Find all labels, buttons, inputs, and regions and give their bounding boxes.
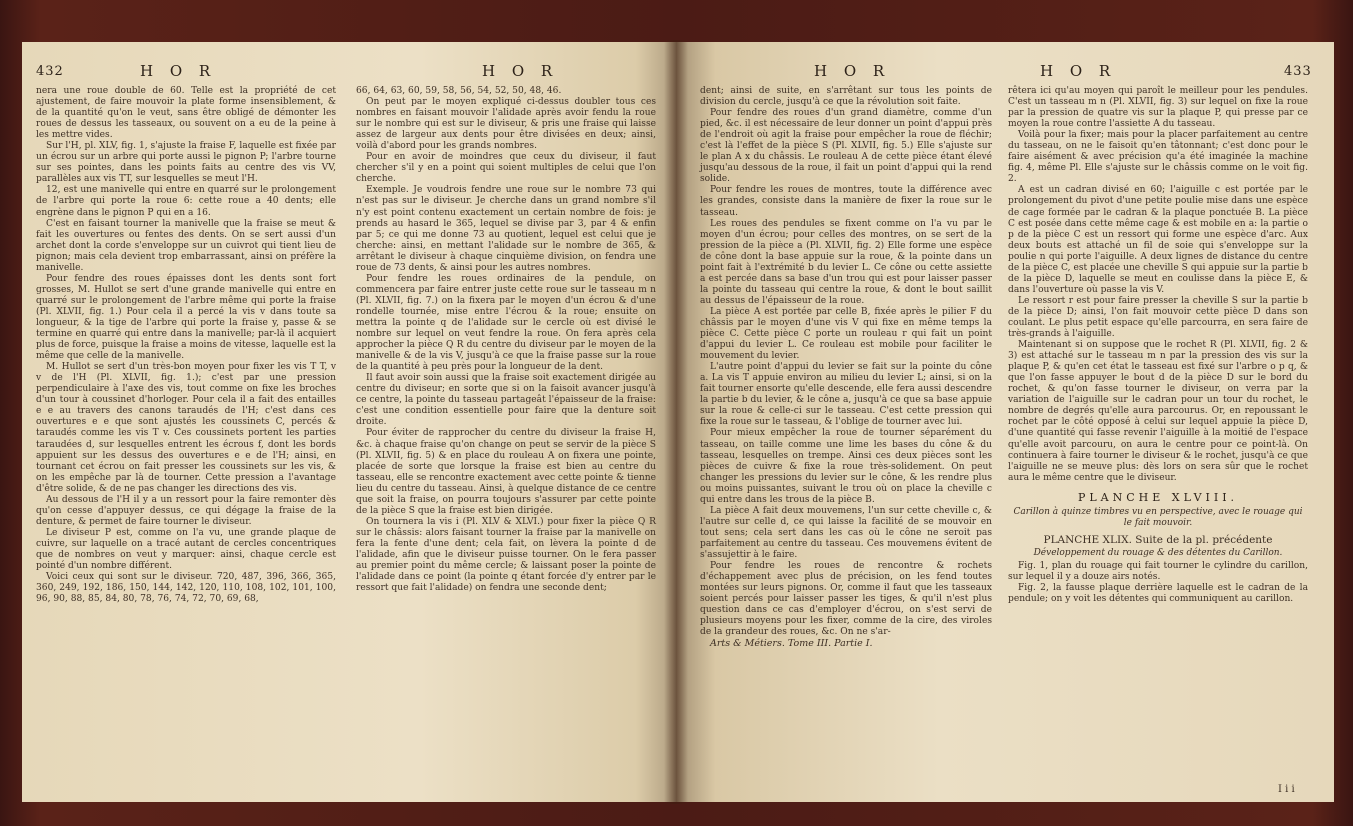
paragraph: Au dessous de l'H il y a un ressort pour la faire remonter dès qu'on cesse d'appuyer dessus, ce qui dégage la fraise de la denture, & permet de faire tourner le diviseur. (36, 494, 336, 527)
page-number: 433 (1284, 64, 1312, 79)
text-column-2 (1008, 86, 1308, 605)
running-header-left: H O R (814, 62, 891, 80)
paragraph: L'autre point d'appui du levier se fait sur la pointe du cône a. La vis T appuie environ au milieu du levier L; ainsi, si on la fait tourner ensorte qu'elle descende, elle fera aussi descendre la partie b du levier, & le cône a, jusqu'à ce que sa base appuie sur la roue & celle-ci sur le tasseau. C'est cette pression qui fixe la roue sur le tasseau, & l'oblige de tourner avec lui. (700, 362, 992, 428)
paragraph: C'est en faisant tourner la manivelle que la fraise se meut & fait les ouvertures ou fentes des dents. On se sert aussi d'un archet dont la corde s'enveloppe sur un cuivrot qui tient lieu de pignon; mais cela devient trop embarrassant, ainsi on préfère la manivelle. (36, 218, 336, 273)
paragraph: Maintenant si on suppose que le rochet R (Pl. XLVII, fig. 2 & 3) est attaché sur le tasseau m n par la pression des vis sur la plaque P, & qu'en cet état le tasseau est fixé sur l'arbre o p q, & que l'on fasse appuyer le bout d de la pièce D sur le bord du rochet, & qu'on fasse tourner le diviseur, on verra par la variation de l'aiguille sur le cadran pour un tour du rochet, le nombre de degrés qu'elle aura parcourus. Or, en repoussant le rochet par le côté opposé à celui sur lequel appuie la pièce D, d'une quantité qui fasse revenir l'aiguille à la moitié de l'espace qu'elle avoit parcouru, on aura le centre pour ce point-là. On continuera à faire tourner le diviseur & le rochet, jusqu'à ce que l'aiguille ne se meuve plus: dès lors on sera sûr que le rochet aura le même centre que le diviseur. (1008, 340, 1308, 483)
volume-footer: Arts & Métiers. Tome III. Partie I. (710, 638, 873, 650)
plate-heading: PLANCHE XLVIII. (1077, 490, 1239, 504)
text-column-2 (356, 86, 656, 594)
paragraph: Pour éviter de rapprocher du centre du diviseur la fraise H, &c. à chaque fraise qu'on change on peut se servir de la pièce S (Pl. XLVII, fig. 5) & en place du rouleau A on fixera une pointe, placée de sorte que lorsque la fraise est bien au centre du tasseau, elle se rencontre exactement avec cette pointe & tienne lieu du centre du tasseau. Ainsi, à quelque distance de ce centre que soit la fraise, on pourra toujours s'assurer par cette pointe de la pièce S que la fraise est bien dirigée. (356, 428, 657, 516)
paragraph: Les roues des pendules se fixent comme on l'a vu par le moyen d'un écrou; pour celles des montres, on se sert de la pression de la pièce a (Pl. XLVII, fig. 2) Elle forme une espèce de cône dont la base appuie sur la roue, & la pointe dans un point fait à l'extrémité b du levier L. Ce cône ou cette assiette a est percée dans sa base d'un trou qui est pour laisser passer la pointe du tasseau qui centre la roue, & dont le bout saillit au dessus de l'épaisseur de la roue. (700, 218, 992, 306)
paragraph: Il faut avoir soin aussi que la fraise soit exactement dirigée au centre du diviseur; en sorte que si on la faisoit avancer jusqu'à ce centre, la pointe du tasseau partageât l'épaisseur de la fraise: c'est une condition essentielle pour faire que la denture soit droite. (356, 373, 656, 428)
text-column-1 (36, 86, 336, 605)
paragraph: Fig. 1, plan du rouage qui fait tourner le cylindre du carillon, sur lequel il y a douze airs notés. (1008, 560, 1308, 582)
paragraph: Le diviseur P est, comme on l'a vu, une grande plaque de cuivre, sur laquelle on a tracé autant de cercles concentriques que de nombres on veut y marquer: ainsi, chaque cercle est pointé d'un nombre différent. (36, 527, 336, 572)
paragraph: Pour fendre des roues épaisses dont les dents sont fort grosses, M. Hullot se sert d'une grande manivelle qui entre en quarré sur le prolongement de l'arbre même qui porte la fraise (Pl. XLVII, fig. 1.) Pour cela il a percé la vis v dans toute sa longueur, & la tige de l'arbre qui porte la fraise y, passe & se termine en quarré qui entre dans la manivelle; par-là il acquiert plus de force, puisque la fraise a moins de vitesse, laquelle est la même que celle de la manivelle. (36, 273, 336, 362)
paragraph: Voici ceux qui sont sur le diviseur. 720, 487, 396, 366, 365, 360, 249, 192, 186, 150, 144, 142, 120, 110, 108, 102, 101, 100, 96, 90, 88, 85, 84, 80, 78, 76, 74, 72, 70, 69, 68, (36, 572, 336, 605)
paragraph: Pour fendre des roues d'un grand diamètre, comme d'un pied, &c. il est nécessaire de leur donner un point d'appui près de l'endroit où agit la fraise pour empêcher la roue de fléchir; c'est là l'effet de la pièce S (Pl. XLVII, fig. 5.) Elle s'ajuste sur le plan A x du châssis. Le rouleau A de cette pièce étant élevé jusqu'au dessous de la roue, il fait un point d'appui qui la rend solide. (700, 108, 992, 185)
paragraph: Voilà pour la fixer; mais pour la placer parfaitement au centre du tasseau, on ne le faisoit qu'en tâtonnant; c'est donc pour le faire aisément & avec précision qu'a été imaginée la machine fig. 4, même Pl. Elle s'ajuste sur le châssis comme on le voit fig. 2. (1008, 130, 1308, 185)
paragraph: A est un cadran divisé en 60; l'aiguille c est portée par le prolongement du pivot d'une petite poulie mise dans une espèce de cage formée par le cadran & la plaque ponctuée B. La pièce C est posée dans cette même cage & est mobile en a: la partie o p de la pièce C est un ressort qui forme une espèce d'arc. Aux deux bouts est attaché un fil de soie qui s'enveloppe sur la poulie n qui porte l'aiguille. A deux lignes de distance du centre de la pièce C, est placée une cheville S qui appuie sur la partie b de la pièce D, laquelle se meut en coulisse dans la pièce E, & dans l'ouverture où passe la vis V. (1008, 185, 1308, 295)
paragraph: On peut par le moyen expliqué ci-dessus doubler tous ces nombres en faisant mouvoir l'alidade après avoir fendu la roue sur le nombre qui est sur le diviseur, & pris une fraise qui laisse assez de largeur aux dents pour être divisées en deux; ainsi, voilà d'abord pour les grands nombres. (356, 97, 656, 152)
paragraph: Fig. 2, la fausse plaque derrière laquelle est le cadran de la pendule; on y voit les détentes qui communiquent au carillon. (1008, 583, 1308, 605)
paragraph: M. Hullot se sert d'un très-bon moyen pour fixer les vis T T, v v de l'H (Pl. XLVII, fig. 1.); c'est par une pression perpendiculaire à l'axe des vis, tout comme on fixe les broches d'un tour à coussinet d'horloger. Pour cela il a fait des entailles e e au travers des canons taraudés de l'H; c'est dans ces ouvertures e e que sont ajustés les coussinets C, percés & taraudés comme les vis T v. Ces coussinets portent les parties taraudées d, sur lesquelles entrent les écrous f, dont les bords appuient sur les dessus des ouvertures e e de l'H; ainsi, en tournant cet écrou on fait presser les coussinets sur les vis, & on les empêche par là de tourner. Cette pression a l'avantage d'être solide, & de ne pas changer les directions des vis. (36, 362, 336, 494)
running-header-left: H O R (140, 62, 217, 80)
book-gutter (664, 40, 688, 804)
paragraph: rêtera ici qu'au moyen qui paroît le meilleur pour les pendules. C'est un tasseau m n (Pl. XLVII, fig. 3) sur lequel on fixe la roue par la pression de quatre vis sur la plaque P, qui presse par ce moyen la roue contre l'assiette A du tasseau. (1008, 86, 1308, 130)
plate-caption: Carillon à quinze timbres vu en perspective, avec le rouage qui le fait mouvoir. (1013, 506, 1303, 528)
paragraph: 12, est une manivelle qui entre en quarré sur le prolongement de l'arbre qui porte la roue 6: cette roue a 40 dents; elle engrène dans le pignon P qui en a 16. (36, 185, 336, 218)
running-header-right: H O R (1040, 62, 1117, 80)
paragraph: Pour fendre les roues de montres, toute la différence avec les grandes, consiste dans la manière de fixer la roue sur le tasseau. (700, 185, 992, 218)
paragraph: On tournera la vis i (Pl. XLV & XLVI.) pour fixer la pièce Q R sur le châssis: alors faisant tourner la fraise par la manivelle on fera la fente d'une dent; cela fait, on lèvera la pointe d de l'alidade, afin que le diviseur puisse tourner. On le fera passer au premier point du même cercle; & laissant poser la pointe de l'alidade dans ce point (la pointe q étant forcée d'y entrer par le ressort que fait l'alidade) on fendra une seconde dent; (356, 516, 656, 594)
signature-mark: I i i (1278, 784, 1295, 795)
text-column-1 (700, 86, 992, 649)
paragraph: Pour fendre les roues ordinaires de la pendule, on commencera par faire entrer juste cette roue sur le tasseau m n (Pl. XLVII, fig. 7.) on la fixera par le moyen d'un écrou & d'une rondelle tournée, mise entre l'écrou & la roue; ensuite on mettra la pointe q de l'alidade sur le cercle où est divisé le nombre sur lequel on veut fendre la roue. On fera après cela approcher la pièce Q R du centre du diviseur par le moyen de la manivelle & de la vis V, jusqu'à ce que la fraise passe sur la roue de la quantité à peu près pour la longueur de la dent. (356, 273, 656, 373)
paragraph: Exemple. Je voudrois fendre une roue sur le nombre 73 qui n'est pas sur le diviseur. Je cherche dans un grand nombre s'il n'y est point contenu exactement un certain nombre de fois: je prends au hasard le 365, lequel se divise par 3, par 4 & enfin par 5; ce qui me donne 73 au quotient, lequel est celui que je cherche: ainsi, en mettant l'alidade sur le nombre de 365, & arrêtant le diviseur à chaque cinquième division, on fendra une roue de 73 dents, & ainsi pour les autres nombres. (356, 185, 656, 273)
paragraph: nera une roue double de 60. Telle est la propriété de cet ajustement, de faire mouvoir la plate forme insensiblement, & de la quantité qu'on le veut, sans être obligé de démonter les roues de dessus les tasseaux, ou souvent on a eu de la peine à les mettre vides. (36, 86, 336, 141)
plate-subtitle: Développement du rouage & des détentes du Carillon. (1033, 547, 1283, 558)
left-page (22, 42, 682, 802)
right-page (676, 42, 1334, 802)
paragraph: Le ressort r est pour faire presser la cheville S sur la partie b de la pièce D; ainsi, l'on fait mouvoir cette pièce D dans son coulant. Le plus petit espace qu'elle parcourra, en sera faire de très-grands à l'aiguille. (1008, 295, 1308, 340)
paragraph: Sur l'H, pl. XLV, fig. 1, s'ajuste la fraise F, laquelle est fixée par un écrou sur un arbre qui porte aussi le pignon P; l'arbre tourne sur ses pointes, dans les points faits au centre des vis VV, parallèles aux vis TT, sur lesquelles se meut l'H. (36, 141, 336, 185)
paragraph: La pièce A fait deux mouvemens, l'un sur cette cheville c, & l'autre sur celle d, ce qui laisse la facilité de se mouvoir en tout sens; cela sert dans les cas où le cône ne seroit pas parfaitement au centre du tasseau. Ces mouvemens évitent de s'assujettir à le faire. (700, 505, 992, 560)
paragraph: Pour fendre les roues de rencontre & rochets d'échappement avec plus de précision, on les fend toutes montées sur leurs pignons. Or, comme il faut que les tasseaux soient percés pour laisser passer les tiges, & qu'il n'est plus question dans ce cas d'employer d'écrou, on s'est servi de plusieurs moyens pour les fixer, comme de la cire, des viroles de la grandeur des roues, &c. On ne s'ar- (700, 561, 992, 638)
page-number: 432 (36, 64, 64, 79)
paragraph: Pour en avoir de moindres que ceux du diviseur, il faut chercher s'il y en a point qui soient multiples de celui que l'on cherche. (356, 152, 656, 185)
paragraph: dent; ainsi de suite, en s'arrêtant sur tous les points de division du cercle, jusqu'à ce que la révolution soit faite. (700, 86, 992, 108)
plate-title: PLANCHE XLIX. Suite de la pl. précédente (1043, 533, 1273, 546)
paragraph: Pour mieux empêcher la roue de tourner séparément du tasseau, on taille comme une lime les bases du cône & du tasseau, lesquelles on trempe. Ainsi ces deux pièces sont les pièces de cuivre & fixe la roue très-solidement. On peut changer les pressions du levier sur le cône, & les rendre plus ou moins puissantes, suivant le trou où on place la cheville c qui entre dans les trous de la pièce B. (700, 428, 992, 505)
paragraph: La pièce A est portée par celle B, fixée après le pilier F du châssis par le moyen d'une vis V qui fixe en même temps la pièce C. Cette pièce C porte un rouleau r qui fait un point d'appui du levier L. Ce rouleau est mobile pour faciliter le mouvement du levier. (700, 306, 992, 362)
running-header-right: H O R (482, 62, 559, 80)
paragraph: 66, 64, 63, 60, 59, 58, 56, 54, 52, 50, 48, 46. (356, 86, 562, 96)
